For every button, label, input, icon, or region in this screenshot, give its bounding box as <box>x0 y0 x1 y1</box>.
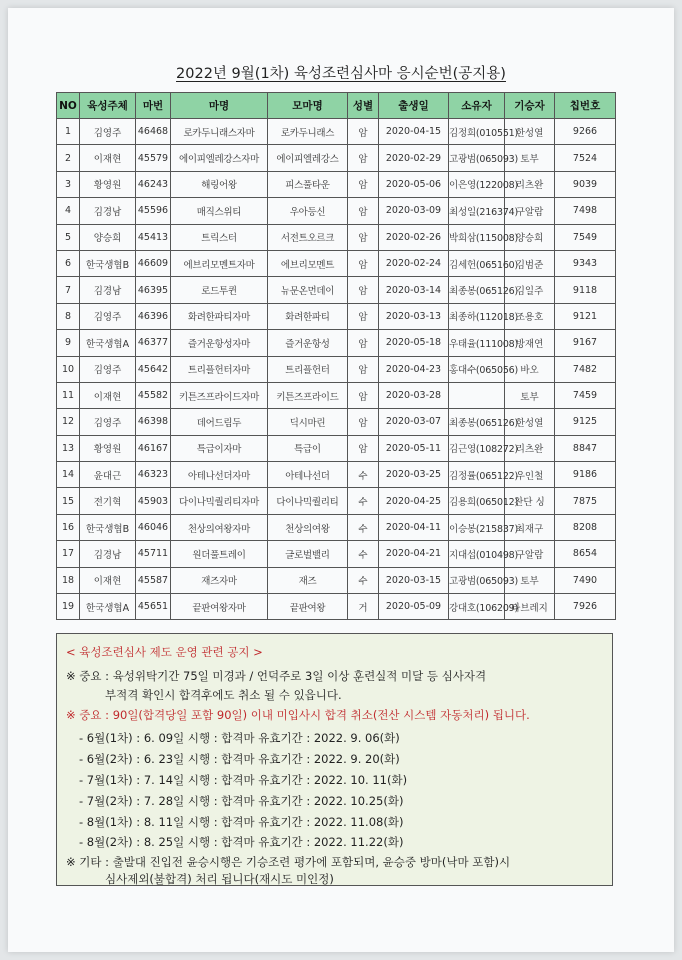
cell-chip-number: 7524 <box>555 145 616 171</box>
cell-no: 17 <box>57 541 80 567</box>
cell-birth-date: 2020-02-24 <box>379 250 449 276</box>
table-row <box>57 330 616 356</box>
cell-horse-name: 끝판여왕자마 <box>171 594 268 620</box>
cell-chip-number: 8208 <box>555 514 616 540</box>
cell-dam-name: 화려한파티 <box>268 303 348 329</box>
schedule-item: - 8월(1차) : 8. 11일 시행 : 합격마 유효기간 : 2022. 11.08(화) <box>79 815 404 829</box>
cell-chip-number: 9167 <box>555 330 616 356</box>
cell-owner: 이은영(122008) <box>449 171 505 197</box>
cell-owner: 김정희(010551) <box>449 119 505 145</box>
table-row <box>57 250 616 276</box>
cell-horse-name: 키튼즈프라이드자마 <box>171 382 268 408</box>
cell-owner: 고광범(065093) <box>449 567 505 593</box>
cell-trainer: 황영원 <box>80 171 136 197</box>
cell-birth-date: 2020-03-28 <box>379 382 449 408</box>
cell-trainer: 황영원 <box>80 435 136 461</box>
cell-birth-date: 2020-04-23 <box>379 356 449 382</box>
cell-rider: 토부 <box>505 145 555 171</box>
table-row <box>57 541 616 567</box>
cell-sex: 수 <box>348 567 379 593</box>
cell-owner <box>449 382 505 408</box>
cell-no: 1 <box>57 119 80 145</box>
cell-sex: 암 <box>348 145 379 171</box>
cell-owner: 우태율(111008) <box>449 330 505 356</box>
cell-sex: 거 <box>348 594 379 620</box>
schedule-item: - 6월(1차) : 6. 09일 시행 : 합격마 유효기간 : 2022. 9. 06(화) <box>79 731 400 745</box>
cell-sex: 수 <box>348 462 379 488</box>
cell-chip-number: 8654 <box>555 541 616 567</box>
table-row <box>57 382 616 408</box>
col-birth-date: 출생일 <box>379 93 449 119</box>
cell-horse-name: 화려한파티자마 <box>171 303 268 329</box>
cell-owner: 지대섭(010498) <box>449 541 505 567</box>
cell-rider: 조용호 <box>505 303 555 329</box>
cell-trainer: 한국생협B <box>80 250 136 276</box>
cell-horse-name: 트리플헌터자마 <box>171 356 268 382</box>
cell-no: 3 <box>57 171 80 197</box>
cell-rider: 바오 <box>505 356 555 382</box>
cell-sex: 암 <box>348 356 379 382</box>
cell-sex: 암 <box>348 198 379 224</box>
schedule-item: - 7월(1차) : 7. 14일 시행 : 합격마 유효기간 : 2022. 10. 11(화) <box>79 773 408 787</box>
cell-rider: 한성열 <box>505 409 555 435</box>
table-row <box>57 277 616 303</box>
cell-trainer: 김영주 <box>80 356 136 382</box>
cell-owner: 김세헌(065160) <box>449 250 505 276</box>
cell-horse-number: 46377 <box>136 330 171 356</box>
cell-rider: 리츠완 <box>505 171 555 197</box>
cell-owner: 강대호(106209) <box>449 594 505 620</box>
cell-dam-name: 로카두니래스 <box>268 119 348 145</box>
cell-horse-name: 매직스위티 <box>171 198 268 224</box>
cell-birth-date: 2020-03-25 <box>379 462 449 488</box>
cell-owner: 최성일(216374) <box>449 198 505 224</box>
cell-birth-date: 2020-02-26 <box>379 224 449 250</box>
cell-no: 14 <box>57 462 80 488</box>
cell-no: 5 <box>57 224 80 250</box>
cell-rider: 토부 <box>505 567 555 593</box>
cell-no: 6 <box>57 250 80 276</box>
col-owner: 소유자 <box>449 93 505 119</box>
cell-horse-name: 로카두니래스자마 <box>171 119 268 145</box>
cell-birth-date: 2020-04-21 <box>379 541 449 567</box>
cell-birth-date: 2020-05-18 <box>379 330 449 356</box>
cell-chip-number: 7490 <box>555 567 616 593</box>
cell-no: 2 <box>57 145 80 171</box>
cell-chip-number: 7549 <box>555 224 616 250</box>
cell-horse-number: 45579 <box>136 145 171 171</box>
cell-birth-date: 2020-03-13 <box>379 303 449 329</box>
col-no: NO <box>57 93 80 119</box>
col-dam-name: 모마명 <box>268 93 348 119</box>
cell-sex: 암 <box>348 435 379 461</box>
notice-important-2: ※ 중요 : 90일(합격당일 포함 90일) 이내 미입사시 합격 취소(전산 시스템 자동처리) 됩니다. <box>66 708 530 722</box>
cell-trainer: 한국생협B <box>80 514 136 540</box>
cell-no: 16 <box>57 514 80 540</box>
cell-trainer: 김경남 <box>80 541 136 567</box>
cell-trainer: 김경남 <box>80 198 136 224</box>
cell-horse-number: 45582 <box>136 382 171 408</box>
cell-dam-name: 에브리모멘트 <box>268 250 348 276</box>
cell-horse-number: 46396 <box>136 303 171 329</box>
table-row <box>57 514 616 540</box>
cell-sex: 암 <box>348 119 379 145</box>
table-row <box>57 567 616 593</box>
cell-no: 19 <box>57 594 80 620</box>
cell-birth-date: 2020-05-11 <box>379 435 449 461</box>
cell-horse-number: 46243 <box>136 171 171 197</box>
cell-horse-name: 에이피엘레강스자마 <box>171 145 268 171</box>
cell-birth-date: 2020-02-29 <box>379 145 449 171</box>
cell-no: 11 <box>57 382 80 408</box>
cell-birth-date: 2020-05-09 <box>379 594 449 620</box>
cell-sex: 수 <box>348 541 379 567</box>
cell-horse-number: 45596 <box>136 198 171 224</box>
cell-horse-name: 특급이자마 <box>171 435 268 461</box>
cell-trainer: 이재현 <box>80 145 136 171</box>
cell-chip-number: 9121 <box>555 303 616 329</box>
cell-horse-name: 데어드림두 <box>171 409 268 435</box>
cell-horse-name: 재즈자마 <box>171 567 268 593</box>
cell-birth-date: 2020-03-07 <box>379 409 449 435</box>
cell-dam-name: 다이나믹퀄리티 <box>268 488 348 514</box>
cell-horse-number: 45413 <box>136 224 171 250</box>
cell-rider: 구알람 <box>505 541 555 567</box>
cell-horse-number: 46395 <box>136 277 171 303</box>
table-header-row <box>57 93 616 119</box>
cell-rider: 한성열 <box>505 119 555 145</box>
col-trainer: 육성주체 <box>80 93 136 119</box>
table-row <box>57 171 616 197</box>
col-chip-number: 칩번호 <box>555 93 616 119</box>
cell-rider: 찬단 싱 <box>505 488 555 514</box>
cell-chip-number: 7459 <box>555 382 616 408</box>
cell-horse-name: 아테나선더자마 <box>171 462 268 488</box>
cell-rider: 최재구 <box>505 514 555 540</box>
cell-trainer: 김영주 <box>80 303 136 329</box>
cell-horse-number: 45587 <box>136 567 171 593</box>
col-rider: 기승자 <box>505 93 555 119</box>
cell-rider: 리츠완 <box>505 435 555 461</box>
cell-horse-name: 천상의여왕자마 <box>171 514 268 540</box>
cell-horse-number: 46468 <box>136 119 171 145</box>
notice-etc: ※ 기타 : 출발대 진입전 윤승시행은 기승조련 평가에 포함되며, 윤승중 방마(낙마 포함)시 <box>66 855 511 869</box>
cell-horse-name: 다이나믹퀄리티자마 <box>171 488 268 514</box>
cell-rider: 토부 <box>505 382 555 408</box>
cell-sex: 암 <box>348 382 379 408</box>
cell-sex: 수 <box>348 488 379 514</box>
cell-owner: 최종봉(065126) <box>449 277 505 303</box>
cell-birth-date: 2020-03-14 <box>379 277 449 303</box>
cell-no: 12 <box>57 409 80 435</box>
cell-rider: 김일주 <box>505 277 555 303</box>
cell-owner: 최종봉(065126) <box>449 409 505 435</box>
notice-important-1-cont: 부적격 확인시 합격후에도 취소 될 수 있읍니다. <box>105 688 342 702</box>
cell-dam-name: 재즈 <box>268 567 348 593</box>
cell-dam-name: 서전트오르크 <box>268 224 348 250</box>
cell-rider: 양승희 <box>505 224 555 250</box>
cell-horse-number: 46609 <box>136 250 171 276</box>
cell-owner: 김용희(065012) <box>449 488 505 514</box>
cell-dam-name: 우아등신 <box>268 198 348 224</box>
cell-no: 15 <box>57 488 80 514</box>
cell-no: 10 <box>57 356 80 382</box>
cell-dam-name: 천상의여왕 <box>268 514 348 540</box>
cell-sex: 암 <box>348 330 379 356</box>
table-row <box>57 462 616 488</box>
cell-birth-date: 2020-04-25 <box>379 488 449 514</box>
cell-sex: 수 <box>348 514 379 540</box>
cell-dam-name: 즐거운항성 <box>268 330 348 356</box>
cell-sex: 암 <box>348 277 379 303</box>
cell-chip-number: 7498 <box>555 198 616 224</box>
schedule-item: - 8월(2차) : 8. 25일 시행 : 합격마 유효기간 : 2022. 11.22(화) <box>79 835 404 849</box>
cell-owner: 이승봉(215837) <box>449 514 505 540</box>
cell-chip-number: 9186 <box>555 462 616 488</box>
table-row <box>57 409 616 435</box>
table-row <box>57 119 616 145</box>
cell-dam-name: 딕시마린 <box>268 409 348 435</box>
cell-rider: 방재연 <box>505 330 555 356</box>
cell-birth-date: 2020-03-09 <box>379 198 449 224</box>
cell-birth-date: 2020-05-06 <box>379 171 449 197</box>
cell-horse-number: 45651 <box>136 594 171 620</box>
cell-horse-number: 46323 <box>136 462 171 488</box>
cell-sex: 암 <box>348 409 379 435</box>
cell-no: 7 <box>57 277 80 303</box>
cell-owner: 박희삼(115008) <box>449 224 505 250</box>
cell-trainer: 이재현 <box>80 382 136 408</box>
col-horse-name: 마명 <box>171 93 268 119</box>
cell-birth-date: 2020-03-15 <box>379 567 449 593</box>
cell-trainer: 김영주 <box>80 409 136 435</box>
cell-rider: 타브레지 <box>505 594 555 620</box>
cell-horse-number: 45642 <box>136 356 171 382</box>
cell-horse-name: 원더풀트레이 <box>171 541 268 567</box>
col-sex: 성별 <box>348 93 379 119</box>
cell-trainer: 김영주 <box>80 119 136 145</box>
cell-trainer: 한국생협A <box>80 594 136 620</box>
cell-owner: 김근영(108272) <box>449 435 505 461</box>
cell-chip-number: 9343 <box>555 250 616 276</box>
cell-no: 8 <box>57 303 80 329</box>
schedule-item: - 6월(2차) : 6. 23일 시행 : 합격마 유효기간 : 2022. 9. 20(화) <box>79 752 400 766</box>
title-text: 2022년 9월(1차) 육성조련심사마 응시순번(공지용) <box>176 66 506 82</box>
cell-horse-name: 즐거운항성자마 <box>171 330 268 356</box>
cell-trainer: 전기혁 <box>80 488 136 514</box>
cell-no: 18 <box>57 567 80 593</box>
table-row <box>57 303 616 329</box>
cell-trainer: 양승희 <box>80 224 136 250</box>
cell-rider: 구알람 <box>505 198 555 224</box>
notice-heading: < 육성조련심사 제도 운영 관련 공지 > <box>66 645 263 659</box>
cell-owner: 고광범(065093) <box>449 145 505 171</box>
cell-trainer: 이재현 <box>80 567 136 593</box>
table-row <box>57 356 616 382</box>
notice-box <box>56 633 613 886</box>
table-row <box>57 224 616 250</box>
cell-sex: 암 <box>348 250 379 276</box>
cell-chip-number: 7482 <box>555 356 616 382</box>
cell-horse-number: 45903 <box>136 488 171 514</box>
cell-birth-date: 2020-04-15 <box>379 119 449 145</box>
cell-sex: 암 <box>348 171 379 197</box>
cell-birth-date: 2020-04-11 <box>379 514 449 540</box>
cell-horse-number: 46046 <box>136 514 171 540</box>
cell-horse-name: 트릭스터 <box>171 224 268 250</box>
cell-no: 9 <box>57 330 80 356</box>
cell-rider: 김범준 <box>505 250 555 276</box>
cell-owner: 김정률(065122) <box>449 462 505 488</box>
cell-chip-number: 9039 <box>555 171 616 197</box>
document-title <box>0 62 682 83</box>
cell-chip-number: 7875 <box>555 488 616 514</box>
cell-horse-name: 에브리모멘트자마 <box>171 250 268 276</box>
notice-important-1: ※ 중요 : 육성위탁기간 75일 미경과 / 언덕주로 3일 이상 훈련실적 미달 등 심사자격 <box>66 669 487 683</box>
cell-chip-number: 9125 <box>555 409 616 435</box>
cell-sex: 암 <box>348 303 379 329</box>
cell-dam-name: 트리플헌터 <box>268 356 348 382</box>
entry-table <box>56 92 616 620</box>
notice-etc-cont: 심사제외(불합격) 처리 됩니다(재시도 미인정) <box>105 872 334 886</box>
cell-dam-name: 피스풀타운 <box>268 171 348 197</box>
cell-dam-name: 특급이 <box>268 435 348 461</box>
cell-trainer: 김경남 <box>80 277 136 303</box>
cell-dam-name: 아테나선더 <box>268 462 348 488</box>
table-row <box>57 488 616 514</box>
cell-horse-name: 해링어왕 <box>171 171 268 197</box>
cell-chip-number: 9266 <box>555 119 616 145</box>
cell-dam-name: 뉴문온먼데이 <box>268 277 348 303</box>
cell-rider: 우인철 <box>505 462 555 488</box>
cell-dam-name: 키튼즈프라이드 <box>268 382 348 408</box>
cell-dam-name: 에이피엘레강스 <box>268 145 348 171</box>
cell-trainer: 윤대근 <box>80 462 136 488</box>
cell-chip-number: 9118 <box>555 277 616 303</box>
cell-dam-name: 글로벌밸리 <box>268 541 348 567</box>
cell-no: 4 <box>57 198 80 224</box>
cell-trainer: 한국생협A <box>80 330 136 356</box>
table-row <box>57 198 616 224</box>
cell-no: 13 <box>57 435 80 461</box>
cell-owner: 최종하(112018) <box>449 303 505 329</box>
cell-horse-number: 45711 <box>136 541 171 567</box>
cell-chip-number: 7926 <box>555 594 616 620</box>
schedule-item: - 7월(2차) : 7. 28일 시행 : 합격마 유효기간 : 2022. 10.25(화) <box>79 794 404 808</box>
cell-dam-name: 끝판여왕 <box>268 594 348 620</box>
cell-sex: 암 <box>348 224 379 250</box>
table-row <box>57 145 616 171</box>
cell-horse-number: 46167 <box>136 435 171 461</box>
cell-owner: 홍대수(065056) <box>449 356 505 382</box>
table-row <box>57 594 616 620</box>
col-horse-number: 마번 <box>136 93 171 119</box>
cell-horse-name: 로드투퀸 <box>171 277 268 303</box>
cell-chip-number: 8847 <box>555 435 616 461</box>
table-row <box>57 435 616 461</box>
cell-horse-number: 46398 <box>136 409 171 435</box>
